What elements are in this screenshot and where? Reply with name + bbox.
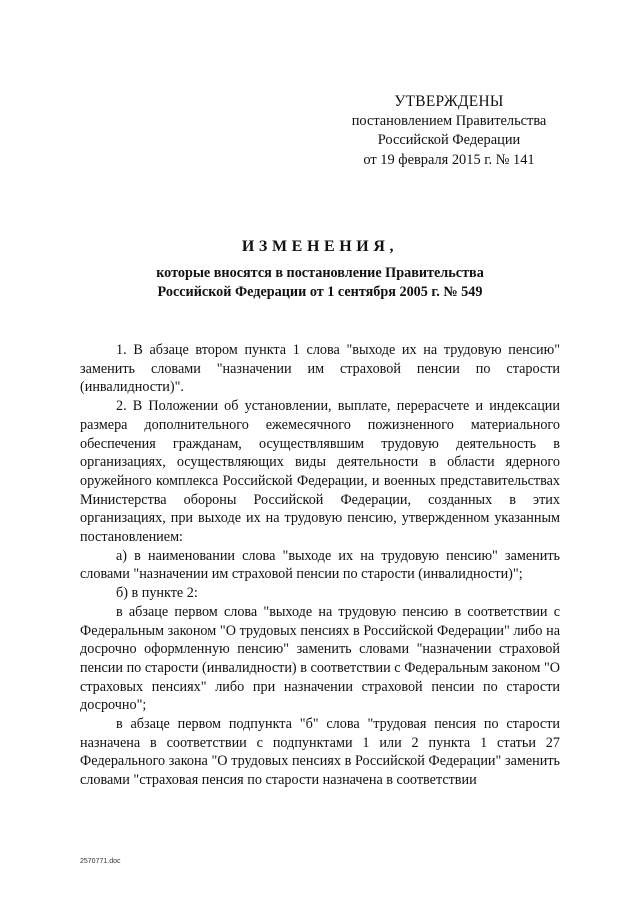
approval-line-federation: Российской Федерации: [377, 132, 521, 148]
approval-stamp: [330, 92, 568, 170]
approval-line-date: от 19 февраля 2015 г. № 141: [363, 151, 535, 168]
paragraph-2: 2. В Положении об установлении, выплате, перерасчете и индексации размера дополнительного ежемесячного пожизненного материального обеспечения гражданам, осуществлявшим трудовую деятельность в организациях, осуществляющих виды деятельности в области ядерного оружейного комплекса Российской Федерации, и военных представительствах Министерства обороны Российской Федерации, созданных в этих организациях, при выходе их на трудовую пенсию, утвержденном указанным постановлением:: [80, 398, 560, 546]
subtitle-line-1: которые вносятся в постановление Правительства: [156, 265, 484, 281]
paragraph-2a: а) в наименовании слова "выходе их на трудовую пенсию" заменить словами "назначении им страховой пенсии по старости (инвалидности)";: [80, 547, 560, 583]
file-name-footer: 2570771.doc: [80, 858, 121, 865]
paragraph-2b-subpoint-b: в абзаце первом подпункта "б" слова "трудовая пенсия по старости назначена в соответствии с подпунктами 1 или 2 пункта 1 статьи 27 Федерального закона "О трудовых пенсиях в Российской Федерации" заменить словами "страховая пенсия по старости назначена в соответствии: [80, 716, 560, 789]
document-body: [80, 341, 560, 790]
approval-heading: УТВЕРЖДЕНЫ: [394, 93, 504, 110]
paragraph-2b-abzac-1: в абзаце первом слова "выходе на трудовую пенсию в соответствии с Федеральным законом "О трудовых пенсиях в Российской Федерации" либо на досрочно оформленную пенсию" заменить словами "назначении страховой пенсии по старости (инвалидности) в соответствии с Федеральным законом "О страховых пенсиях" либо при назначении страховой пенсии по старости досрочно";: [80, 603, 560, 714]
document-subtitle: [0, 264, 640, 302]
subtitle-line-2: Российской Федерации от 1 сентября 2005 г. № 549: [157, 284, 483, 300]
paragraph-2b: б) в пункте 2:: [116, 585, 198, 602]
approval-line-decree: постановлением Правительства: [351, 112, 547, 129]
document-title: ИЗМЕНЕНИЯ,: [241, 238, 399, 255]
paragraph-1: 1. В абзаце втором пункта 1 слова "выходе их на трудовую пенсию" заменить словами "назначении им страховой пенсии по старости (инвалидности)".: [80, 342, 560, 396]
